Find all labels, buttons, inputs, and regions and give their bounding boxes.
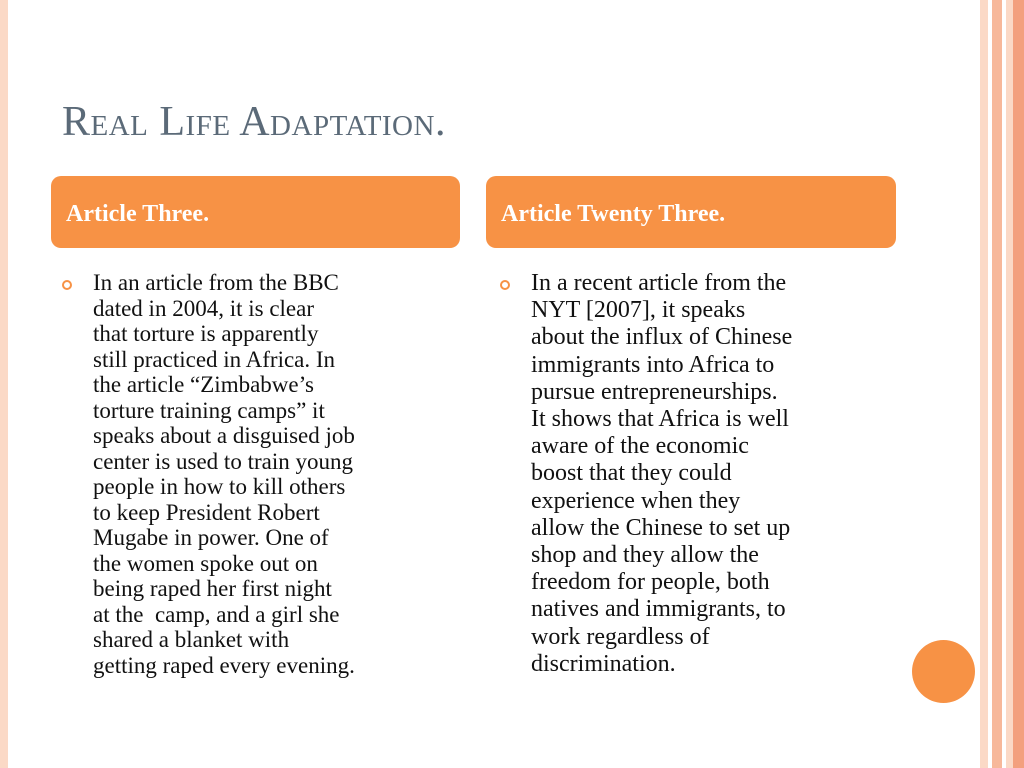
text-line: the article “Zimbabwe’s <box>93 372 314 397</box>
text-line: that torture is apparently <box>93 321 319 346</box>
text-line: aware of the economic <box>531 433 749 460</box>
slide-title: Real Life Adaptation. <box>62 99 446 145</box>
text-line: torture training camps” it <box>93 397 325 423</box>
text-line: freedom for people, both <box>531 569 770 596</box>
text-line: dated in 2004, it is clear <box>93 295 314 321</box>
text-line: immigrants into Africa to <box>531 351 775 378</box>
text-line: still practiced in Africa. In <box>93 346 336 372</box>
text-line: NYT [2007], it speaks <box>531 297 746 324</box>
text-line: shop and they allow the <box>531 542 759 569</box>
right-stripe-decoration <box>980 0 1024 768</box>
text-line: experience when they <box>531 487 741 514</box>
text-line: natives and immigrants, to <box>531 596 786 623</box>
text-line: shared a blanket with <box>93 627 290 652</box>
text-line: about the influx of Chinese <box>531 324 793 351</box>
column-body-article-three <box>62 270 454 678</box>
orange-circle-decoration <box>912 640 975 703</box>
text-line: work regardless of <box>531 623 710 650</box>
left-border-decoration <box>0 0 8 768</box>
text-line: being raped her first night <box>93 576 332 601</box>
text-line: people in how to kill others <box>93 474 346 499</box>
text-line: Mugabe in power. One of <box>93 525 329 550</box>
text-line: In a recent article from the <box>531 270 787 296</box>
text-line: to keep President Robert <box>93 499 320 525</box>
circle-bullet-icon <box>62 280 72 290</box>
circle-bullet-icon <box>500 280 510 290</box>
text-line: discrimination. <box>531 650 676 677</box>
text-line: the women spoke out on <box>93 550 318 576</box>
text-line: boost that they could <box>531 460 732 487</box>
bullet-text <box>531 270 890 678</box>
text-line: It shows that Africa is well <box>531 406 789 433</box>
text-line: center is used to train young <box>93 448 353 474</box>
text-line: getting raped every evening. <box>93 652 355 678</box>
text-line: allow the Chinese to set up <box>531 514 791 541</box>
text-line: at the camp, and a girl she <box>93 601 340 627</box>
text-line: speaks about a disguised job <box>93 423 355 448</box>
bullet-text <box>93 270 454 678</box>
column-body-article-twenty-three <box>500 270 890 678</box>
text-line: pursue entrepreneurships. <box>531 378 778 405</box>
column-header-article-twenty-three: Article Twenty Three. <box>486 176 896 248</box>
text-line: In an article from the BBC <box>93 270 339 295</box>
column-header-article-three: Article Three. <box>51 176 460 248</box>
